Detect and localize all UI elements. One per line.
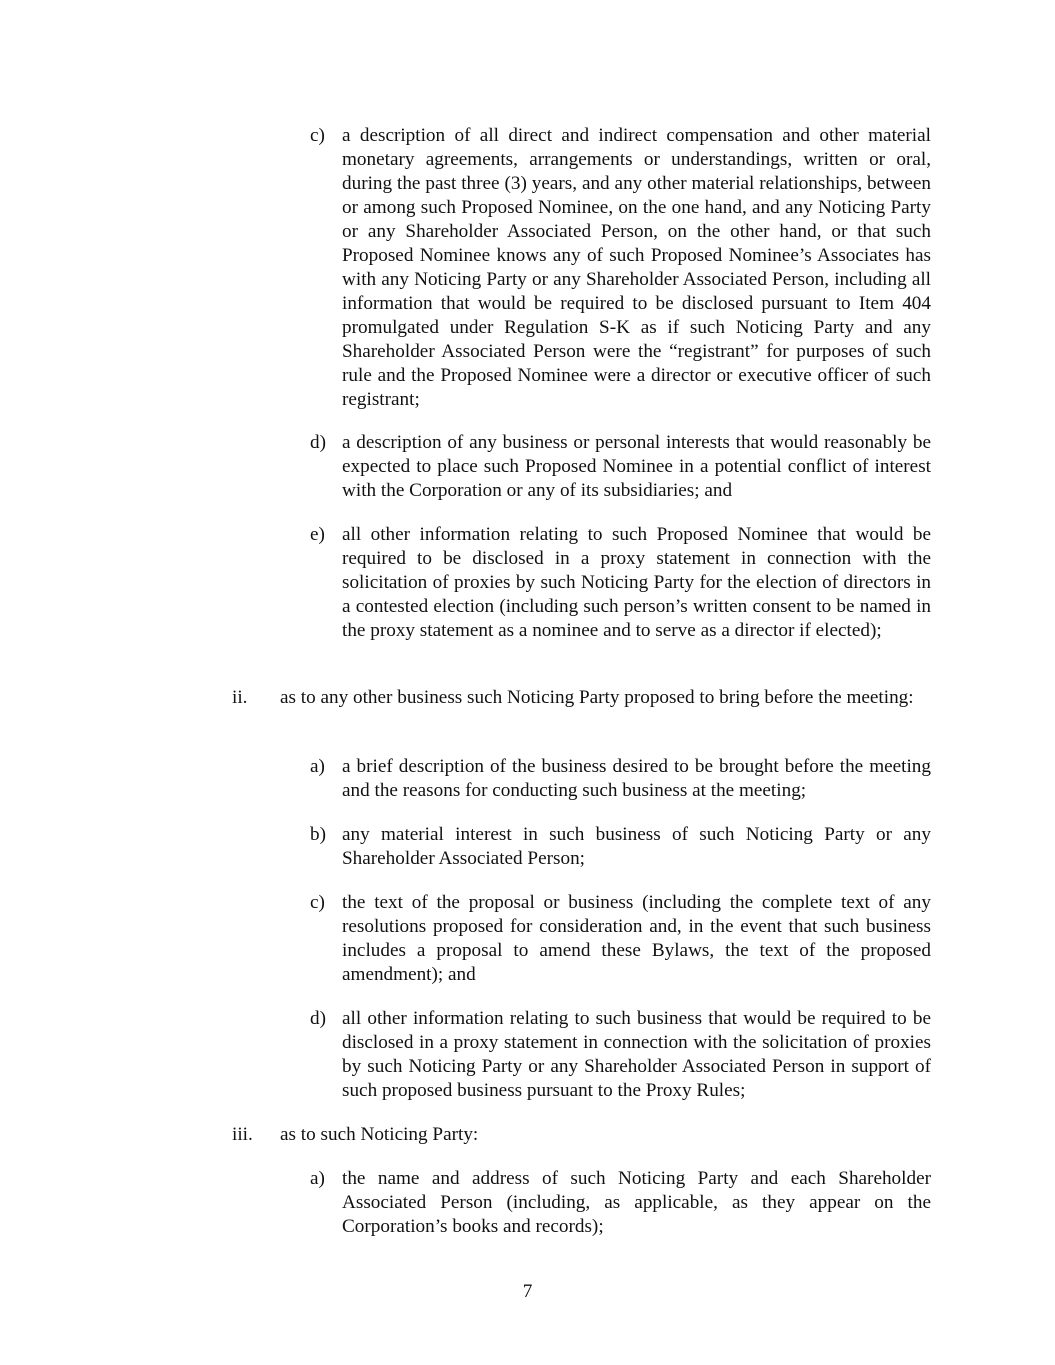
list-item-text: all other information relating to such Proposed Nominee that would be required to be disclosed in a proxy statement in connection with the solicitation of proxies by such Noticing Party for the election of directors in a contested election (including such person’s written consent to be named in the proxy statement as a nominee and to serve as a director if elected);	[342, 524, 931, 641]
list-item-label: d)	[310, 432, 326, 453]
list-item-label: b)	[310, 824, 326, 845]
list-item-text: a description of all direct and indirect compensation and other material monetary agreements, arrangements or understandings, written or oral, during the past three (3) years, and any other material relationships, between or among such Proposed Nominee, on the one hand, and any Noticing Party or any Shareholder Associated Person, on the other hand, or that such Proposed Nominee knows any of such Proposed Nominee’s Associates has with any Noticing Party or any Shareholder Associated Person, including all information that would be required to be disclosed pursuant to Item 404 promulgated under Regulation S-K as if such Noticing Party and any Shareholder Associated Person were the “registrant” for purposes of such rule and the Proposed Nominee were a director or executive officer of such registrant;	[342, 125, 931, 410]
list-item-text: the text of the proposal or business (including the complete text of any resolutions proposed for consideration and, in the event that such business includes a proposal to amend these Bylaws, the text of the proposed amendment); and	[342, 892, 931, 985]
list-item-label: c)	[310, 892, 325, 913]
list-item-text: a brief description of the business desired to be brought before the meeting and the reasons for conducting such business at the meeting;	[342, 756, 931, 801]
list-item-text: the name and address of such Noticing Party and each Shareholder Associated Person (including, as applicable, as they appear on the Corporation’s books and records);	[342, 1168, 931, 1237]
list-item-label: c)	[310, 125, 325, 146]
list-item-label: a)	[310, 1168, 325, 1189]
list-item-label: e)	[310, 524, 325, 545]
page-number: 7	[522, 1281, 533, 1302]
list-item-text: all other information relating to such business that would be required to be disclosed in a proxy statement in connection with the solicitation of proxies by such Noticing Party or any Shareholder Associated Person in support of such proposed business pursuant to the Proxy Rules;	[342, 1008, 931, 1101]
list-item-text: any material interest in such business of such Noticing Party or any Shareholder Associated Person;	[342, 824, 931, 869]
section-label: iii.	[232, 1124, 253, 1145]
section-text: as to any other business such Noticing Party proposed to bring before the meeting:	[280, 687, 914, 708]
list-item-label: a)	[310, 756, 325, 777]
section-label: ii.	[232, 687, 248, 708]
list-item-text: a description of any business or personal interests that would reasonably be expected to place such Proposed Nominee in a potential conflict of interest with the Corporation or any of its subsidiaries; and	[342, 432, 931, 501]
list-item-label: d)	[310, 1008, 326, 1029]
section-text: as to such Noticing Party:	[280, 1124, 479, 1145]
